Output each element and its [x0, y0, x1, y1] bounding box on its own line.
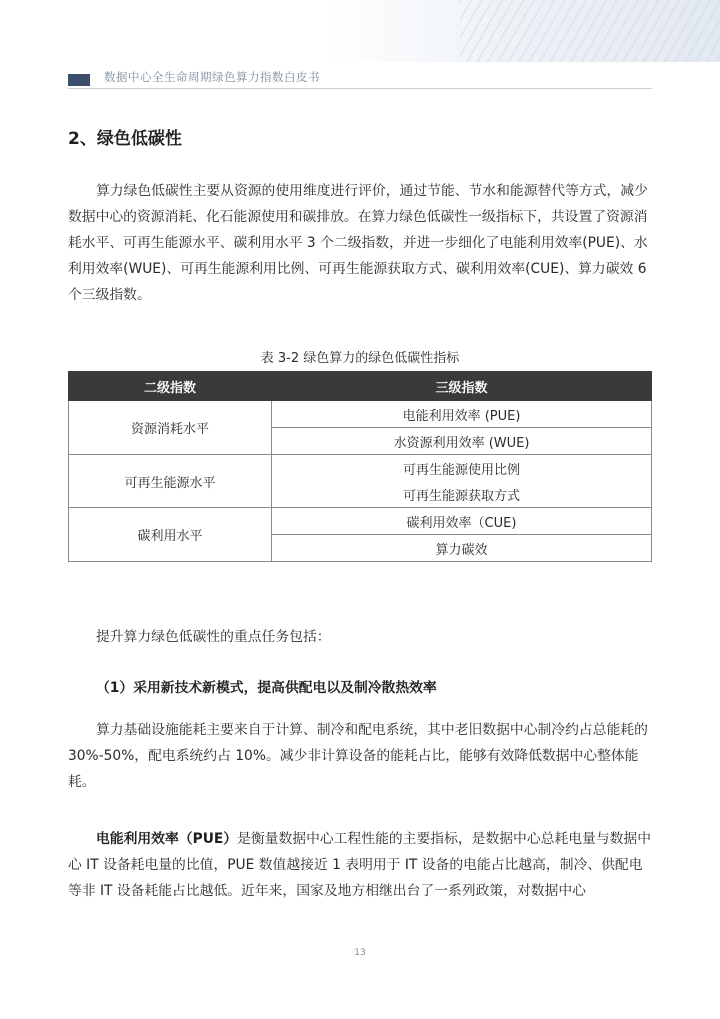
pue-paragraph [68, 826, 652, 904]
header-accent-block [68, 74, 90, 86]
level3-cell: 可再生能源使用比例 [272, 455, 652, 482]
header-decoration [0, 0, 720, 62]
table-row [69, 455, 652, 482]
level3-cell: 算力碳效 [272, 535, 652, 562]
level2-cell: 资源消耗水平 [69, 401, 272, 455]
page-number: 13 [354, 948, 366, 958]
pue-term: 电能利用效率（PUE） [96, 831, 238, 847]
energy-paragraph [68, 717, 652, 795]
intro-paragraph [68, 178, 652, 308]
tasks-intro-text: 提升算力绿色低碳性的重点任务包括： [96, 629, 331, 645]
level3-cell: 碳利用效率（CUE) [272, 508, 652, 535]
subsection-title: （1）采用新技术新模式，提高供配电以及制冷散热效率 [96, 680, 437, 696]
level3-cell: 电能利用效率 (PUE) [272, 401, 652, 428]
level2-cell: 碳利用水平 [69, 508, 272, 562]
tasks-intro-paragraph [68, 624, 652, 650]
table-row [69, 401, 652, 428]
energy-text: 算力基础设施能耗主要来自于计算、制冷和配电系统，其中老旧数据中心制冷约占总能耗的 30%-50%，配电系统约占 10%。减少非计算设备的能耗占比，能够有效降低数据中心整体能耗。 [68, 722, 648, 790]
pue-text: 是衡量数据中心工程性能的主要指标，是数据中心总耗电量与数据中心 IT 设备耗电量的比值，PUE 数值越接近 1 表明用于 IT 设备的电能占比越高，制冷、供配电等非 IT 设备耗能占比越低。近年来，国家及地方相继出台了一系列政策，对数据中心 [68, 831, 652, 899]
table-row [69, 508, 652, 535]
level3-cell: 水资源利用效率 (WUE) [272, 428, 652, 455]
intro-text: 算力绿色低碳性主要从资源的使用维度进行评价，通过节能、节水和能源替代等方式，减少数据中心的资源消耗、化石能源使用和碳排放。在算力绿色低碳性一级指标下，共设置了资源消耗水平、可再生能源水平、碳利用水平 3 个二级指数，并进一步细化了电能利用效率(PUE)、水利用效率(WUE)、可再生能源利用比例、可再生能源获取方式、碳利用效率(CUE)、算力碳效 6 个三级指数。 [68, 183, 648, 303]
section-title: 2、绿色低碳性 [68, 129, 182, 149]
table-caption: 表 3-2 绿色算力的绿色低碳性指标 [260, 351, 460, 366]
indicator-table [68, 371, 652, 562]
level2-cell: 可再生能源水平 [69, 455, 272, 508]
level3-cell: 可再生能源获取方式 [272, 481, 652, 508]
table-header-level2: 二级指数 [69, 372, 272, 401]
running-header-title: 数据中心全生命周期绿色算力指数白皮书 [104, 70, 320, 84]
table-header-row [69, 372, 652, 401]
header-divider [68, 88, 652, 89]
table-header-level3: 三级指数 [272, 372, 652, 401]
